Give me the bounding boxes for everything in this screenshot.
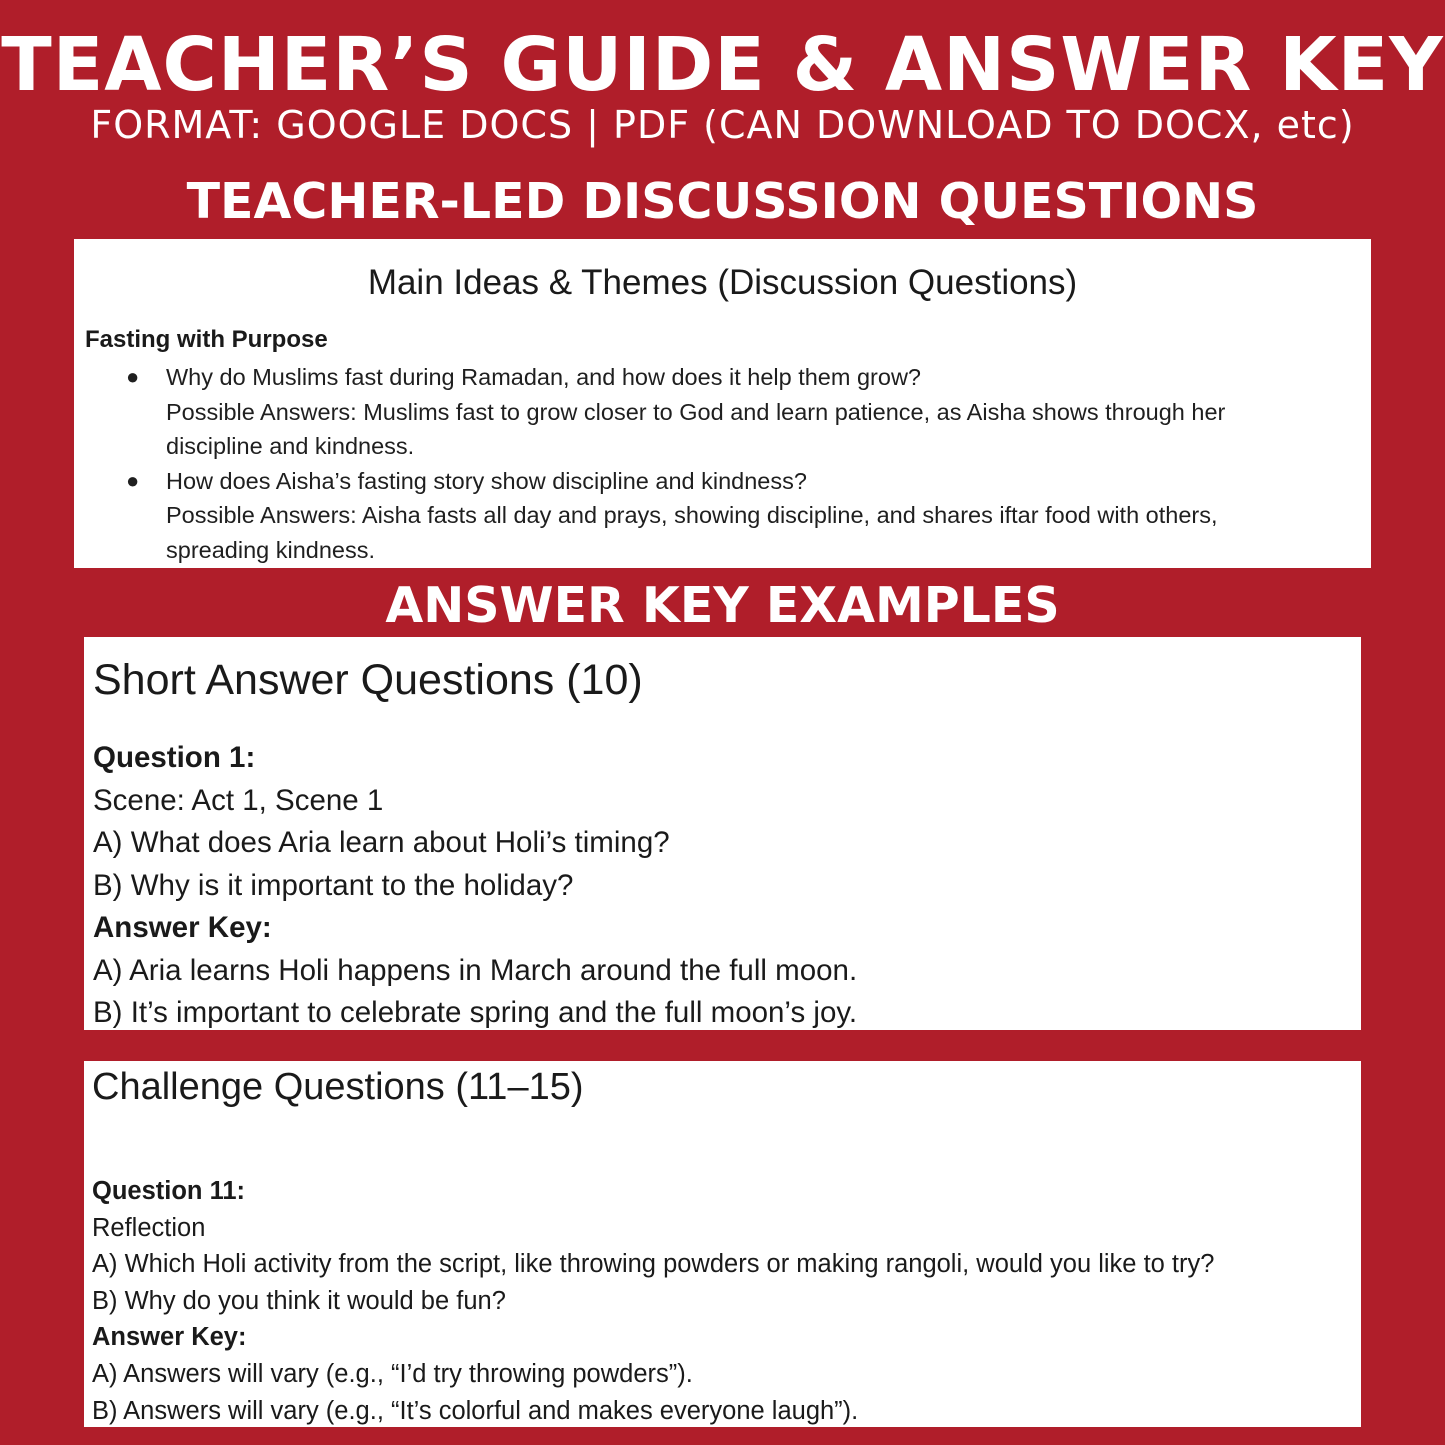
format-subtitle: FORMAT: GOOGLE DOCS | PDF (CAN DOWNLOAD TO DOCX, etc)	[90, 103, 1355, 147]
question-label: Question 11:	[92, 1177, 246, 1205]
discussion-question-list	[74, 360, 1371, 567]
possible-answer: Possible Answers: Aisha fasts all day and prays, showing discipline, and shares iftar food with others,	[166, 502, 1218, 528]
possible-answer-continued: discipline and kindness.	[166, 433, 415, 459]
discussion-subheading: Fasting with Purpose	[85, 326, 328, 353]
answer-key-section-heading: ANSWER KEY EXAMPLES	[385, 577, 1060, 634]
page-title: TEACHER’S GUIDE & ANSWER KEY	[1, 22, 1444, 108]
short-answer-content	[93, 737, 857, 1030]
answer-part-b: B) It’s important to celebrate spring and the full moon’s joy.	[93, 996, 858, 1029]
discussion-question: Why do Muslims fast during Ramadan, and how does it help them grow?	[166, 364, 921, 390]
question-part-a: A) Which Holi activity from the script, like throwing powders or making rangoli, would you like to try?	[92, 1250, 1215, 1279]
short-answer-title: Short Answer Questions (10)	[93, 656, 643, 704]
question-label: Question 1:	[93, 741, 256, 774]
challenge-title: Challenge Questions (11–15)	[92, 1066, 584, 1108]
answer-part-b: B) Answers will vary (e.g., “It’s colorful and makes everyone laugh”).	[92, 1396, 859, 1425]
question-part-a: A) What does Aria learn about Holi’s timing?	[93, 826, 670, 859]
answer-key-label: Answer Key:	[92, 1323, 247, 1352]
challenge-questions-panel	[84, 1061, 1361, 1427]
question-category: Reflection	[92, 1213, 206, 1242]
question-part-b: B) Why is it important to the holiday?	[93, 868, 574, 902]
answer-part-a: A) Answers will vary (e.g., “I’d try throwing powders”).	[92, 1359, 693, 1388]
possible-answer: Possible Answers: Muslims fast to grow closer to God and learn patience, as Aisha shows through her	[166, 398, 1226, 425]
answer-part-a: A) Aria learns Holi happens in March around the full moon.	[93, 953, 858, 987]
discussion-question: How does Aisha’s fasting story show discipline and kindness?	[166, 467, 807, 494]
list-item	[74, 464, 1371, 568]
scene-reference: Scene: Act 1, Scene 1	[93, 783, 384, 817]
discussion-doc-title: Main Ideas & Themes (Discussion Questions)	[367, 263, 1078, 302]
challenge-content	[92, 1173, 1214, 1427]
discussion-section-heading: TEACHER-LED DISCUSSION QUESTIONS	[186, 173, 1259, 230]
answer-key-label: Answer Key:	[93, 911, 272, 944]
short-answer-panel	[84, 637, 1361, 1030]
discussion-questions-panel	[74, 239, 1371, 568]
question-part-b: B) Why do you think it would be fun?	[92, 1286, 506, 1315]
list-item	[74, 360, 1371, 464]
possible-answer-continued: spreading kindness.	[166, 536, 376, 563]
bullet-icon: ●	[126, 364, 140, 389]
bullet-icon: ●	[126, 467, 140, 493]
